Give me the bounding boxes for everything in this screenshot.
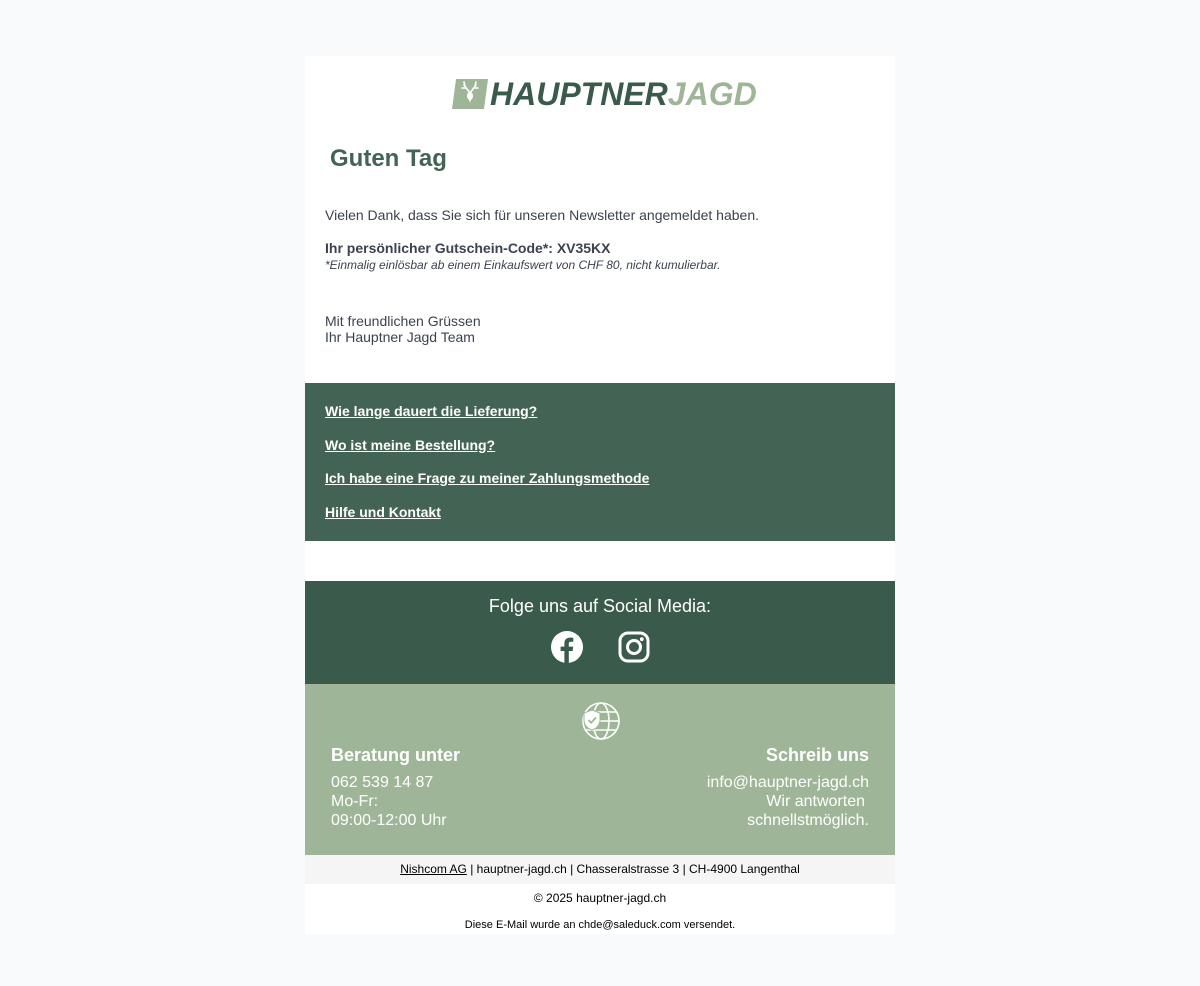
phone-number[interactable]: 062 539 14 87 [331,774,434,791]
faq-link-order[interactable]: Wo ist meine Bestellung? [325,436,496,453]
write-us-title: Schreib uns [765,745,869,765]
social-title: Folge uns auf Social Media: [488,596,712,616]
intro-text: Vielen Dank, dass Sie sich für unseren Newsletter angemeldet haben. [325,207,759,223]
contact-section [305,684,895,855]
spacer [305,541,895,581]
social-icons [305,631,895,663]
voucher-note: *Einmalig einlösbar ab einem Einkaufswert von CHF 80, nicht kumulierbar. [325,258,721,272]
reply-note-1: Wir antworten [766,793,865,810]
brand-logo[interactable] [452,76,757,112]
copyright: © 2025 hauptner-jagd.ch [533,891,667,905]
message-body [305,188,895,345]
spacer [305,345,895,383]
reply-note-2: schnellstmöglich. [747,812,869,829]
instagram-icon[interactable] [618,631,650,663]
greeting-heading: Guten Tag [330,145,447,172]
address-bar [305,855,895,884]
company-link[interactable]: Nishcom AG [400,862,467,876]
voucher-code: Ihr persönlicher Gutschein-Code*: XV35KX [325,240,611,256]
email-footer [305,884,895,934]
contact-email-column [707,745,869,830]
faq-section [305,383,895,541]
social-section [305,581,895,684]
consult-title: Beratung unter [331,745,461,765]
opening-days: Mo-Fr: [331,793,379,810]
logo-word-1: HAUPTNER [490,76,668,112]
facebook-icon[interactable] [551,631,583,663]
sign-off-line-2: Ihr Hauptner Jagd Team [325,329,475,345]
email-container [305,56,895,934]
contact-email[interactable]: info@hauptner-jagd.ch [706,774,869,791]
recipient-note: Diese E-Mail wurde an chde@saleduck.com versendet. [464,919,736,931]
logo-word-2: JAGD [667,76,757,112]
sign-off-line-1: Mit freundlichen Grüssen [325,313,481,329]
faq-link-help[interactable]: Hilfe und Kontakt [325,503,441,520]
logo-wordmark [490,76,757,112]
faq-link-payment[interactable]: Ich habe eine Frage zu meiner Zahlungsmethode [325,470,650,486]
faq-link-delivery[interactable]: Wie lange dauert die Lieferung? [325,403,538,419]
deer-logo-icon [452,79,488,109]
contact-phone-column [331,745,460,830]
opening-hours: 09:00-12:00 Uhr [331,812,447,829]
address-text: | hauptner-jagd.ch | Chasseralstrasse 3 | CH-4900 Langenthal [466,862,800,876]
globe-shield-icon [581,701,621,741]
email-header [305,56,895,136]
